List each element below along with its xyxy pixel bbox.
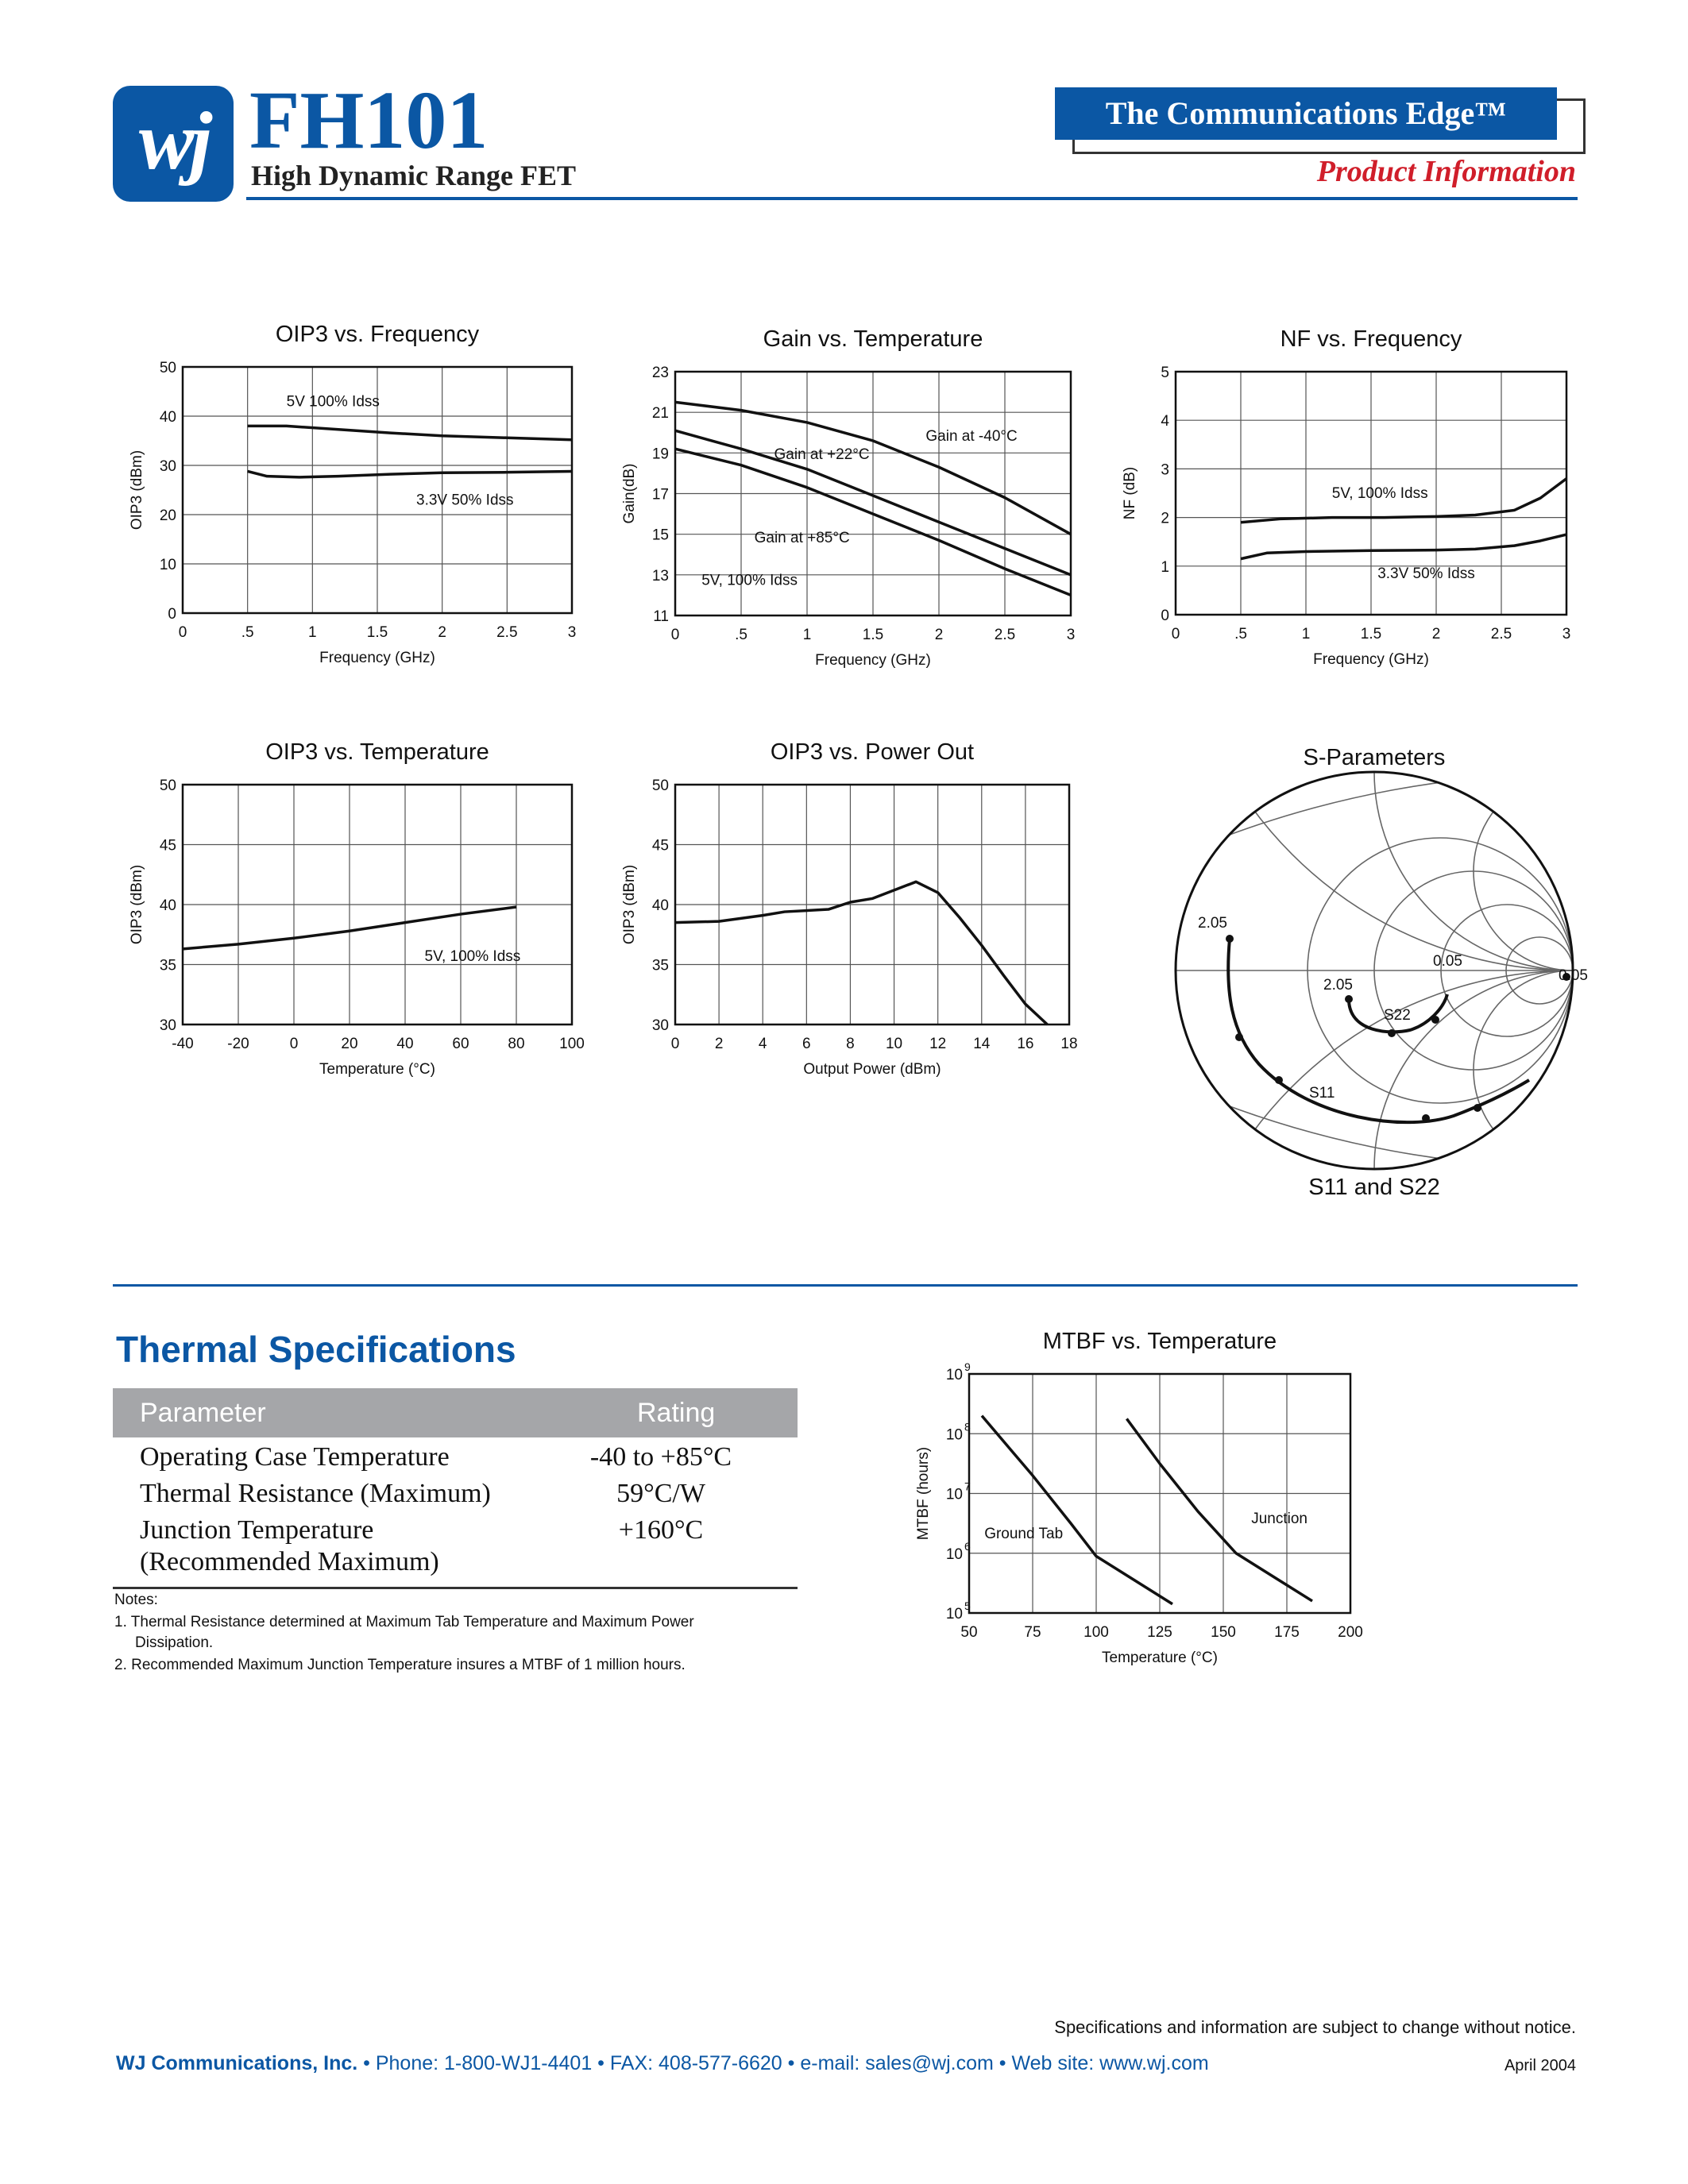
x-tick-label: 10 — [885, 1036, 903, 1052]
x-tick-label: 60 — [452, 1036, 469, 1052]
footer-contact-line — [116, 2052, 1209, 2075]
row-rating: 59°C/W — [616, 1479, 705, 1508]
x-tick-label: -20 — [227, 1036, 249, 1052]
y-tick-label: 17 — [651, 486, 669, 504]
annotation-label: 5V, 100% Idss — [424, 947, 521, 965]
x-tick-label: 18 — [1060, 1036, 1078, 1052]
x-tick-label: 2 — [934, 627, 944, 643]
note-item: 2. Recommended Maximum Junction Temperature insures a MTBF of 1 million hours. — [114, 1657, 686, 1673]
y-axis-label: OIP3 (dBm) — [129, 864, 145, 945]
y-tick-label: 35 — [159, 957, 176, 974]
y-axis-label: MTBF (hours) — [915, 1446, 932, 1541]
y-tick-label: 50 — [159, 778, 176, 794]
y-tick-label: 0 — [1161, 608, 1169, 624]
chart-oip3-vs-power-out — [612, 731, 1104, 1096]
y-tick-label: 40 — [159, 897, 176, 914]
x-tick-label: 12 — [929, 1036, 947, 1052]
note-item: 1. Thermal Resistance determined at Maximum Tab Temperature and Maximum Power — [114, 1614, 694, 1630]
x-tick-label: 0 — [178, 624, 187, 641]
y-tick-exponent: 9 — [964, 1360, 971, 1373]
y-tick-label: 3 — [1161, 461, 1169, 479]
chart-caption: S11 and S22 — [1308, 1175, 1440, 1200]
s11-marker — [1474, 1104, 1481, 1112]
y-tick-label: 4 — [1161, 413, 1169, 430]
series-line-5v-100-idss — [248, 426, 572, 439]
x-tick-label: 1.5 — [1360, 626, 1382, 642]
y-axis-label: OIP3 (dBm) — [621, 864, 638, 945]
company-logo — [113, 86, 234, 202]
s11-marker — [1275, 1076, 1283, 1084]
x-tick-label: 50 — [960, 1624, 978, 1641]
x-tick-label: 80 — [508, 1036, 525, 1052]
x-tick-label: 0 — [670, 1036, 680, 1052]
y-tick-label: 30 — [159, 458, 176, 475]
x-tick-label: 100 — [1083, 1624, 1109, 1641]
x-tick-label: 4 — [758, 1036, 767, 1052]
y-tick-label: 10 — [945, 1426, 963, 1444]
x-tick-label: 1 — [1301, 626, 1311, 642]
y-tick-label: 35 — [651, 957, 669, 974]
y-tick-label: 10 — [159, 557, 176, 573]
x-tick-label: 150 — [1211, 1624, 1236, 1641]
product-subtitle: High Dynamic Range FET — [251, 160, 577, 191]
y-tick-label: 45 — [651, 837, 669, 855]
x-tick-label: 125 — [1147, 1624, 1172, 1641]
table-row — [113, 1511, 798, 1582]
row-parameter: Thermal Resistance (Maximum) — [140, 1479, 491, 1508]
x-tick-label: 1.5 — [366, 624, 388, 641]
x-tick-label: 6 — [802, 1036, 811, 1052]
tagline-banner: The Communications Edge™ — [1055, 87, 1557, 140]
annotation-label: 3.3V 50% Idss — [416, 492, 514, 509]
annotation-label: Gain at -40°C — [925, 427, 1018, 445]
s11-start-label: 2.05 — [1198, 915, 1227, 932]
footer-date: April 2004 — [1504, 2057, 1576, 2074]
y-tick-label: 10 — [945, 1367, 963, 1383]
row-parameter: Junction Temperature — [140, 1515, 374, 1545]
x-tick-label: -40 — [172, 1036, 194, 1052]
chart-title: OIP3 vs. Frequency — [275, 322, 480, 347]
y-tick-label: 23 — [651, 365, 669, 381]
s11-marker — [1235, 1033, 1243, 1041]
x-tick-label: 75 — [1024, 1624, 1041, 1641]
x-tick-label: .5 — [241, 624, 254, 641]
annotation-label: 3.3V 50% Idss — [1377, 565, 1475, 583]
annotation-label: 5V, 100% Idss — [701, 572, 798, 589]
smith-grid — [1152, 731, 1597, 1207]
row-rating: -40 to +85°C — [589, 1442, 732, 1472]
chart-s-parameters — [1152, 731, 1597, 1207]
x-axis-label: Output Power (dBm) — [803, 1061, 941, 1078]
y-axis-label: Gain(dB) — [621, 463, 638, 524]
chart-title: NF vs. Frequency — [1280, 326, 1462, 352]
x-tick-label: 3 — [1562, 626, 1571, 642]
footer-contact: • Phone: 1-800-WJ1-4401 • FAX: 408-577-6620 • e-mail: sales@wj.com • Web site: www.wj.com — [357, 2052, 1209, 2074]
y-tick-label: 10 — [945, 1606, 963, 1623]
x-tick-label: 3 — [1066, 627, 1076, 643]
x-axis-label: Frequency (GHz) — [319, 650, 435, 666]
s11-end-label: 0.05 — [1559, 967, 1588, 984]
x-axis-label: Temperature (°C) — [319, 1061, 435, 1078]
series-line-3-3v-50-idss — [1241, 534, 1566, 559]
s11-start-marker — [1226, 935, 1234, 943]
header-rating: Rating — [637, 1398, 716, 1428]
s22-label: S22 — [1384, 1007, 1411, 1024]
x-axis-label: Frequency (GHz) — [815, 652, 931, 669]
x-tick-label: 3 — [567, 624, 577, 641]
annotation-label: 5V, 100% Idss — [1331, 485, 1428, 503]
chart-title: MTBF vs. Temperature — [1042, 1329, 1277, 1354]
series-line-oip3 — [675, 882, 1047, 1024]
y-tick-label: 11 — [653, 608, 669, 625]
notes-title: Notes: — [114, 1592, 158, 1608]
x-axis-label: Frequency (GHz) — [1313, 651, 1429, 668]
y-axis-label: NF (dB) — [1122, 466, 1138, 520]
y-tick-label: 21 — [651, 405, 669, 423]
x-tick-label: 40 — [396, 1036, 414, 1052]
chart-title: Gain vs. Temperature — [763, 326, 983, 352]
chart-title: S-Parameters — [1303, 745, 1446, 770]
x-tick-label: 8 — [846, 1036, 855, 1052]
thermal-specs-table — [113, 1388, 798, 1582]
x-tick-label: 2.5 — [496, 624, 518, 641]
x-tick-label: 1 — [802, 627, 812, 643]
table-header-row — [113, 1388, 798, 1437]
y-tick-exponent: 5 — [964, 1599, 971, 1612]
thermal-specs-title: Thermal Specifications — [116, 1329, 516, 1370]
footer-company: WJ Communications, Inc. — [116, 2052, 358, 2074]
y-tick-label: 5 — [1161, 365, 1169, 381]
y-axis-label: OIP3 (dBm) — [129, 450, 145, 531]
y-tick-label: 50 — [651, 778, 669, 794]
y-tick-label: 40 — [651, 897, 669, 914]
x-tick-label: 1.5 — [862, 627, 884, 643]
s22-start-label: 2.05 — [1323, 977, 1353, 994]
chart-oip3-vs-frequency — [111, 318, 604, 691]
chart-oip3-vs-temperature — [111, 731, 604, 1096]
row-parameter-line2: (Recommended Maximum) — [140, 1547, 439, 1576]
section-divider — [113, 1284, 1578, 1287]
s22-marker — [1431, 1016, 1439, 1024]
x-tick-label: 100 — [559, 1036, 585, 1052]
x-tick-label: 14 — [973, 1036, 991, 1052]
x-tick-label: 20 — [341, 1036, 358, 1052]
s22-start-marker — [1345, 995, 1353, 1003]
header-parameter: Parameter — [140, 1398, 266, 1428]
y-tick-label: 2 — [1161, 510, 1169, 527]
annotation-label: 5V 100% Idss — [286, 393, 380, 411]
y-tick-label: 50 — [159, 360, 176, 376]
x-tick-label: 0 — [289, 1036, 299, 1052]
y-tick-label: 30 — [651, 1017, 669, 1034]
x-tick-label: 2 — [714, 1036, 724, 1052]
annotation-label: Ground Tab — [984, 1525, 1064, 1542]
x-tick-label: 0 — [1171, 626, 1180, 642]
x-axis-label: Temperature (°C) — [1102, 1650, 1218, 1666]
s11-label: S11 — [1309, 1085, 1335, 1102]
s22-end-label: 0.05 — [1433, 953, 1462, 970]
x-tick-label: 2 — [438, 624, 446, 641]
header-rule — [246, 197, 1578, 200]
x-tick-label: 175 — [1274, 1624, 1300, 1641]
y-tick-label: 19 — [651, 446, 669, 463]
y-tick-label: 13 — [651, 567, 669, 585]
y-tick-exponent: 7 — [964, 1480, 971, 1493]
table-bottom-rule — [113, 1587, 798, 1589]
chart-nf-vs-frequency — [1112, 318, 1581, 691]
chart-title: OIP3 vs. Temperature — [265, 739, 489, 765]
logo-text: wj — [138, 95, 208, 187]
table-row — [113, 1437, 798, 1474]
x-tick-label: 2.5 — [994, 627, 1016, 643]
x-tick-label: 2.5 — [1490, 626, 1512, 642]
annotation-label: Junction — [1251, 1511, 1308, 1528]
y-tick-exponent: 8 — [964, 1420, 971, 1433]
x-tick-label: 16 — [1017, 1036, 1034, 1052]
y-tick-label: 1 — [1161, 558, 1169, 576]
x-tick-label: .5 — [735, 627, 747, 643]
y-tick-label: 15 — [651, 527, 669, 544]
annotation-label: Gain at +22°C — [774, 446, 870, 464]
x-tick-label: .5 — [1234, 626, 1247, 642]
s11-marker — [1422, 1114, 1430, 1122]
s22-marker — [1388, 1029, 1396, 1037]
product-name: FH101 — [249, 75, 489, 166]
chart-title: OIP3 vs. Power Out — [770, 739, 975, 765]
y-tick-label: 0 — [168, 606, 176, 623]
note-item: Dissipation. — [135, 1634, 214, 1651]
x-tick-label: 200 — [1338, 1624, 1363, 1641]
y-tick-label: 30 — [159, 1017, 176, 1034]
row-parameter: Operating Case Temperature — [140, 1442, 450, 1472]
table-row — [113, 1474, 798, 1511]
x-tick-label: 0 — [670, 627, 680, 643]
y-tick-label: 45 — [159, 837, 176, 855]
y-tick-label: 20 — [159, 507, 176, 524]
x-tick-label: 2 — [1431, 626, 1441, 642]
annotation-label: Gain at +85°C — [754, 529, 850, 546]
row-rating: +160°C — [618, 1515, 704, 1545]
y-tick-exponent: 6 — [964, 1539, 971, 1553]
footer-disclaimer: Specifications and information are subject to change without notice. — [1054, 2017, 1576, 2037]
y-tick-label: 10 — [945, 1486, 963, 1503]
y-tick-label: 10 — [945, 1545, 963, 1563]
y-tick-label: 40 — [159, 409, 176, 426]
product-category: Product Information — [1316, 155, 1576, 188]
series-line-3-3v-50-idss — [248, 471, 572, 477]
chart-mtbf-vs-temperature — [906, 1318, 1398, 1684]
x-tick-label: 1 — [308, 624, 317, 641]
chart-gain-vs-temperature — [612, 318, 1104, 691]
